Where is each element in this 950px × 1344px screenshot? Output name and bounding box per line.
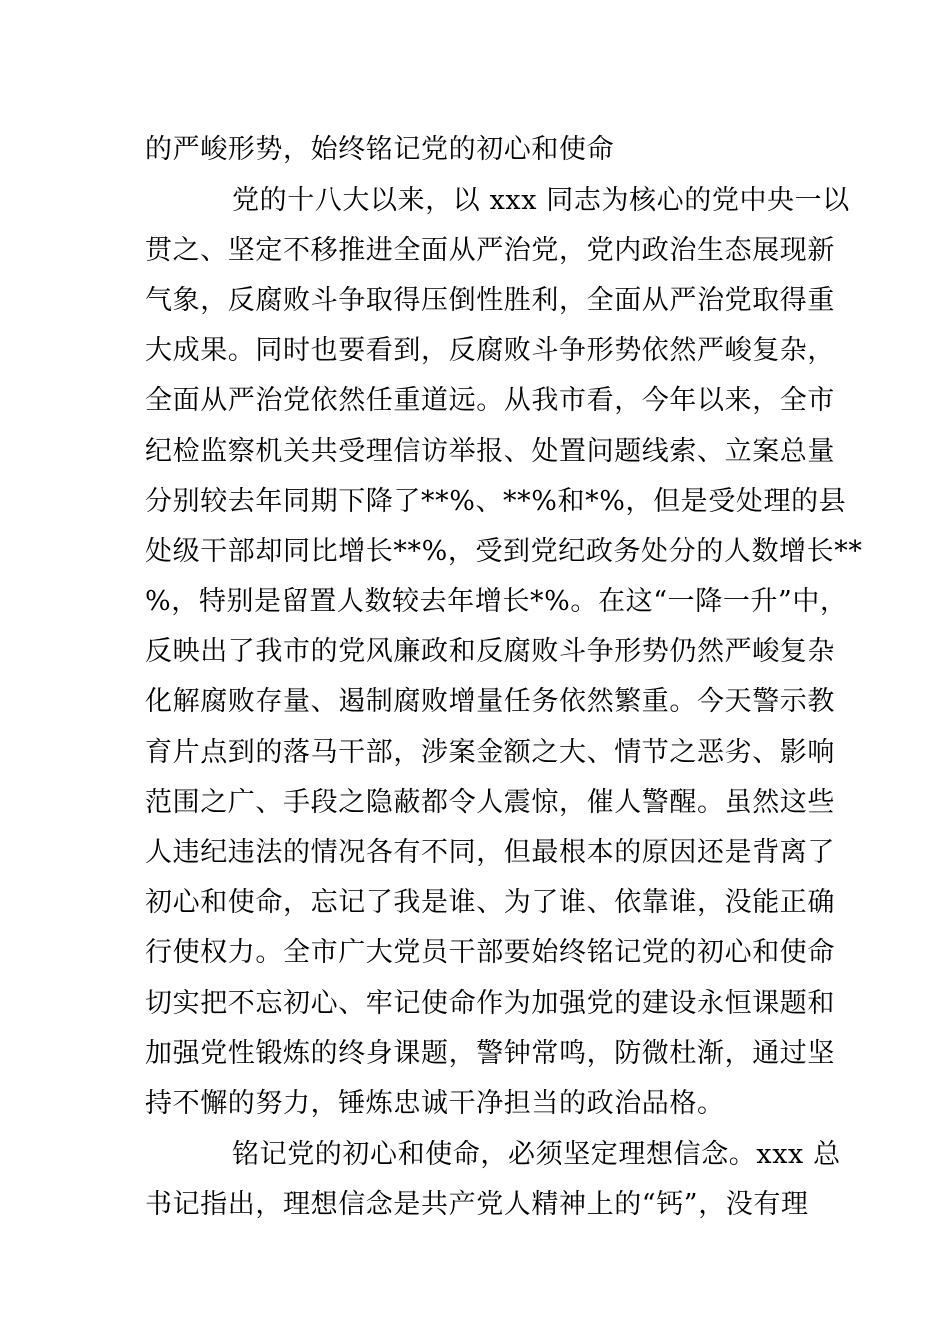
text-line: 切实把不忘初心、牢记使命作为加强党的建设永恒课题和 xyxy=(145,988,835,1019)
text-line: 分别较去年同期下降了**%、**%和*%，但是受处理的县 xyxy=(145,486,847,517)
paragraph-first-line: 党的十八大以来，以 xxx 同志为核心的党中央一以 xyxy=(232,185,850,216)
text-line: 大成果。同时也要看到，反腐败斗争形势依然严峻复杂， xyxy=(145,335,835,366)
text-line: 反映出了我市的党风廉政和反腐败斗争形势仍然严峻复杂 xyxy=(145,636,835,667)
text-line: 范围之广、手段之隐蔽都令人震惊，催人警醒。虽然这些 xyxy=(145,787,835,818)
text-line: 纪检监察机关共受理信访举报、处置问题线索、立案总量 xyxy=(145,436,835,467)
text-line: 育片点到的落马干部，涉案金额之大、情节之恶劣、影响 xyxy=(145,737,835,768)
paragraph-first-line: 铭记党的初心和使命，必须坚定理想信念。xxx 总 xyxy=(232,1139,841,1170)
text-line: 书记指出，理想信念是共产党人精神上的“钙”，没有理 xyxy=(145,1189,809,1220)
text-line: 全面从严治党依然任重道远。从我市看，今年以来，全市 xyxy=(145,385,835,416)
text-line: 加强党性锻炼的终身课题，警钟常鸣，防微杜渐，通过坚 xyxy=(145,1038,835,1069)
text-line: %，特别是留置人数较去年增长*%。在这“一降一升”中， xyxy=(145,586,848,617)
text-line: 气象，反腐败斗争取得压倒性胜利，全面从严治党取得重 xyxy=(145,285,835,316)
text-line: 处级干部却同比增长**%，受到党纪政务处分的人数增长** xyxy=(145,536,863,567)
text-line: 贯之、坚定不移推进全面从严治党，党内政治生态展现新 xyxy=(145,235,835,266)
text-line: 的严峻形势，始终铭记党的初心和使命 xyxy=(145,134,615,165)
text-line: 初心和使命，忘记了我是谁、为了谁、依靠谁，没能正确 xyxy=(145,887,835,918)
text-line: 人违纪违法的情况各有不同，但最根本的原因还是背离了 xyxy=(145,837,835,868)
text-line: 行使权力。全市广大党员干部要始终铭记党的初心和使命 xyxy=(145,937,835,968)
text-line: 化解腐败存量、遏制腐败增量任务依然繁重。今天警示教 xyxy=(145,686,835,717)
text-line: 持不懈的努力，锤炼忠诚干净担当的政治品格。 xyxy=(145,1088,725,1119)
